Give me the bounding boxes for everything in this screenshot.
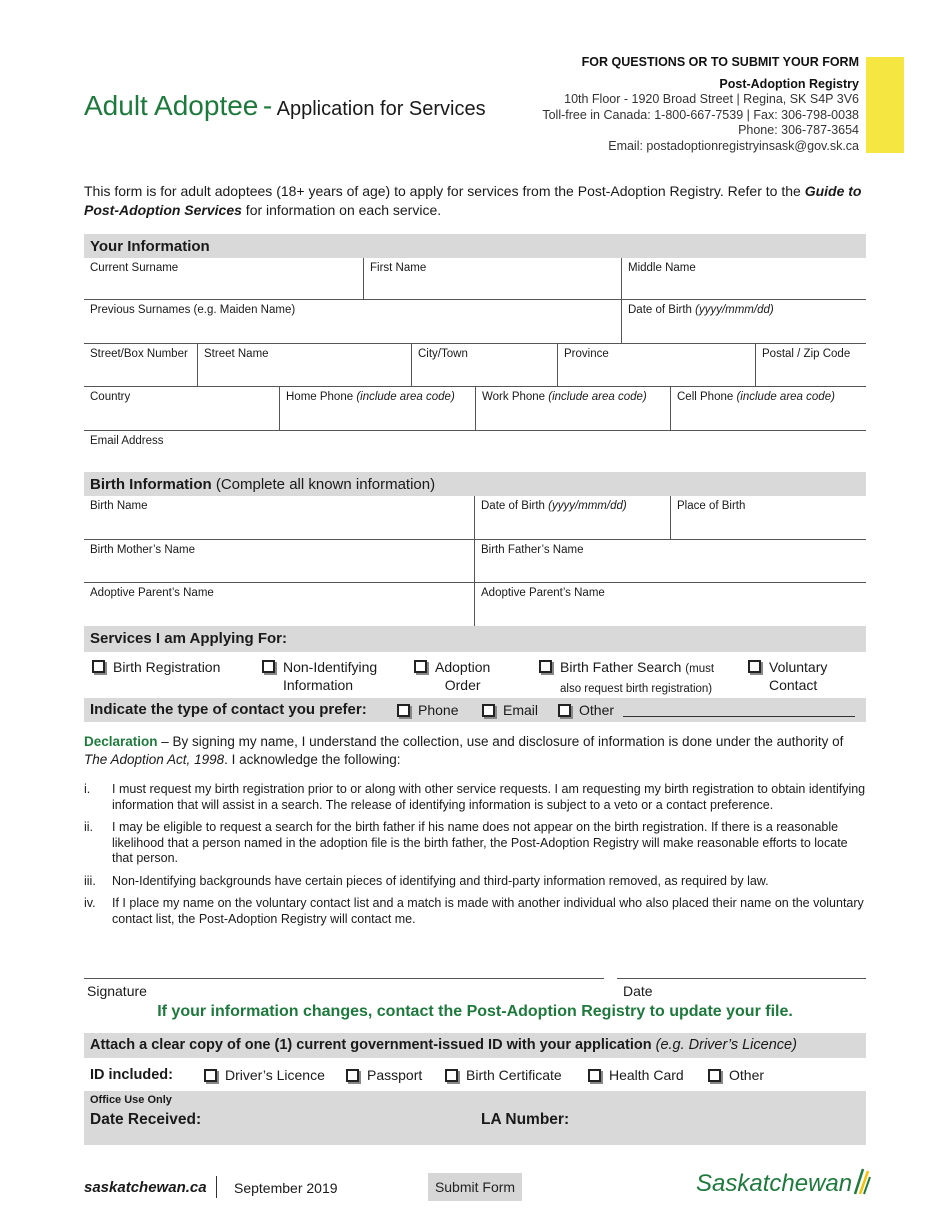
country-cell: [84, 387, 279, 430]
birth-name-input[interactable]: [90, 516, 468, 534]
dob-cell: [621, 300, 866, 343]
item-number: iii.: [84, 873, 96, 888]
id-drivers-licence-option[interactable]: [204, 1067, 325, 1083]
contact-phone: Phone: 306-787-3654: [738, 123, 859, 137]
adoptive-parent-2-cell: [474, 583, 866, 626]
place-of-birth-cell: [670, 496, 866, 539]
birth-information-note: (Complete all known information): [215, 476, 436, 493]
contact-phone-option[interactable]: [397, 702, 458, 718]
row-phones: [84, 387, 866, 431]
current-surname-input[interactable]: [90, 278, 357, 296]
dob-format: (yyyy/mmm/dd): [695, 304, 774, 316]
birth-dob-input[interactable]: [481, 516, 664, 534]
id-included-label: ID included:: [90, 1067, 173, 1083]
declaration-part-b: . I acknowledge the following:: [224, 752, 401, 767]
item-text: I may be eligible to request a search for the birth father if his name does not appear on the birth registration. If there is a reasonable likelihood that a person named in the adoption file is the birth father, the Post-Adoption Registry will make reasonable efforts to locate that person.: [112, 820, 848, 865]
signature-line[interactable]: [84, 978, 604, 979]
submit-form-button[interactable]: Submit Form: [428, 1173, 522, 1201]
contact-tollfree: Toll-free in Canada: 1-800-667-7539 | Fax: 306-798-0038: [542, 107, 859, 122]
contact-other-option[interactable]: [558, 702, 614, 718]
yellow-accent-bar: [866, 57, 904, 153]
id-birth-certificate-label: Birth Certificate: [466, 1067, 562, 1083]
country-label: Country: [90, 391, 131, 403]
middle-name-input[interactable]: [628, 278, 860, 296]
la-number-label: LA Number:: [481, 1111, 570, 1128]
birth-registration-checkbox[interactable]: [92, 660, 105, 673]
wheat-icon: [853, 1165, 871, 1195]
services-options: [84, 654, 866, 696]
birth-father-label: Birth Father’s Name: [481, 544, 584, 556]
first-name-input[interactable]: [370, 278, 615, 296]
title-main: Adult Adoptee: [84, 90, 259, 121]
title-sub: Application for Services: [276, 98, 486, 120]
date-received-label: Date Received:: [90, 1111, 202, 1128]
intro-part-b: for information on each service.: [241, 202, 442, 218]
contact-heading: FOR QUESTIONS OR TO SUBMIT YOUR FORM: [581, 55, 859, 69]
adoption-order-line-2: Order: [444, 677, 481, 693]
id-health-card-label: Health Card: [609, 1067, 684, 1083]
adoption-order-checkbox[interactable]: [414, 660, 427, 673]
voluntary-line-1: Voluntary: [769, 659, 828, 675]
city-label: City/Town: [418, 348, 468, 360]
row-email: [84, 431, 866, 461]
contact-phone-checkbox[interactable]: [397, 704, 410, 717]
birth-mother-label: Birth Mother’s Name: [90, 544, 196, 556]
middle-name-label: Middle Name: [628, 262, 696, 274]
declaration-item: [84, 874, 869, 890]
birth-dob-label: Date of Birth: [481, 500, 545, 512]
declaration-part-a: – By signing my name, I understand the collection, use and disclosure of information is done under the authority of: [157, 734, 844, 749]
adoptive-parent-2-input[interactable]: [481, 603, 860, 621]
street-name-input[interactable]: [204, 364, 405, 382]
contact-email-label: Email: [503, 702, 539, 718]
birth-father-search-text: Birth Father Search: [560, 659, 682, 675]
declaration-item: [84, 782, 869, 813]
item-text: Non-Identifying backgrounds have certain pieces of identifying and third-party information removed, as required by law.: [112, 873, 769, 888]
service-adoption-order[interactable]: [414, 658, 490, 694]
row-adoptive-parents: [84, 583, 866, 626]
id-other-checkbox[interactable]: [708, 1069, 721, 1082]
non-identifying-line-2: Information: [283, 677, 354, 693]
row-previous-surnames: [84, 300, 866, 344]
country-input[interactable]: [90, 407, 273, 425]
service-non-identifying[interactable]: [262, 658, 377, 694]
work-phone-label: Work Phone: [482, 391, 546, 403]
item-number: i.: [84, 782, 91, 796]
place-of-birth-input[interactable]: [677, 516, 860, 534]
office-use-heading: Office Use Only: [90, 1094, 172, 1106]
voluntary-contact-label: [769, 658, 827, 694]
email-input[interactable]: [90, 447, 860, 465]
contact-other-checkbox[interactable]: [558, 704, 571, 717]
adoptive-parent-1-cell: [84, 583, 474, 626]
item-number: iv.: [84, 896, 96, 910]
contact-other-label: Other: [579, 702, 615, 718]
cell-phone-note: (include area code): [736, 391, 835, 403]
adoptive-parent-1-label: Adoptive Parent’s Name: [90, 587, 214, 599]
contact-email-checkbox[interactable]: [482, 704, 495, 717]
birth-dob-format: (yyyy/mmm/dd): [548, 500, 627, 512]
declaration-item: [84, 820, 869, 867]
intro-guide-title: Guide to Post-Adoption Services: [84, 183, 862, 218]
declaration-text: [84, 733, 869, 769]
dob-input[interactable]: [628, 320, 860, 338]
home-phone-label: Home Phone: [286, 391, 354, 403]
service-voluntary-contact[interactable]: [748, 658, 827, 694]
contact-other-line[interactable]: [623, 716, 855, 717]
contact-phone-label: Phone: [418, 702, 459, 718]
birth-registration-label: Birth Registration: [113, 659, 221, 675]
birth-father-search-label: [560, 658, 714, 698]
place-of-birth-label: Place of Birth: [677, 500, 746, 512]
id-health-card-checkbox[interactable]: [588, 1069, 601, 1082]
service-birth-registration[interactable]: [92, 658, 220, 676]
province-cell: [557, 344, 755, 386]
street-name-label: Street Name: [204, 348, 269, 360]
id-included-row: [84, 1061, 866, 1089]
dob-label: Date of Birth: [628, 304, 692, 316]
birth-mother-input[interactable]: [90, 560, 468, 578]
footer-date: September 2019: [234, 1180, 338, 1196]
cell-phone-input[interactable]: [677, 407, 860, 425]
attach-id-bar: [84, 1033, 866, 1058]
attach-id-example: (e.g. Driver’s Licence): [655, 1037, 797, 1053]
saskatchewan-logo: [696, 1165, 871, 1198]
cell-phone-cell: [670, 387, 866, 430]
service-birth-father-search[interactable]: [539, 658, 714, 698]
birth-information-heading: [84, 472, 866, 496]
adoption-order-line-1: Adoption: [435, 659, 491, 675]
change-notice: If your information changes, contact the Post-Adoption Registry to update your file.: [157, 1003, 793, 1020]
id-passport-checkbox[interactable]: [346, 1069, 359, 1082]
email-cell: [84, 431, 866, 461]
home-phone-cell: [279, 387, 475, 430]
first-name-label: First Name: [370, 262, 427, 274]
id-other-label: Other: [729, 1067, 765, 1083]
id-birth-certificate-option[interactable]: [445, 1067, 562, 1083]
province-label: Province: [564, 348, 609, 360]
adoptive-parent-1-input[interactable]: [90, 603, 468, 621]
id-passport-label: Passport: [367, 1067, 423, 1083]
services-heading: [84, 626, 866, 652]
email-label: Email Address: [90, 435, 164, 447]
id-other-option[interactable]: [708, 1067, 764, 1083]
work-phone-input[interactable]: [482, 407, 664, 425]
non-identifying-checkbox[interactable]: [262, 660, 275, 673]
footer-separator: [216, 1176, 217, 1198]
birth-father-search-checkbox[interactable]: [539, 660, 552, 673]
adoptive-parent-2-label: Adoptive Parent’s Name: [481, 587, 605, 599]
contact-preference-label: Indicate the type of contact you prefer:: [90, 701, 367, 718]
city-input[interactable]: [418, 364, 551, 382]
declaration-item: [84, 896, 869, 927]
street-name-cell: [197, 344, 411, 386]
item-text: If I place my name on the voluntary contact list and a match is made with another individual who also placed their name on the voluntary contact list, the Post-Adoption Registry will contact me.: [112, 896, 864, 926]
current-surname-label: Current Surname: [90, 262, 179, 274]
office-use-box: [84, 1091, 866, 1145]
attach-id-text: Attach a clear copy of one (1) current government-issued ID with your application: [90, 1037, 652, 1053]
street-number-label: Street/Box Number: [90, 348, 188, 360]
id-health-card-option[interactable]: [588, 1067, 684, 1083]
contact-email: Email: postadoptionregistryinsask@gov.sk.ca: [608, 138, 859, 153]
row-names: [84, 258, 866, 300]
non-identifying-line-1: Non-Identifying: [283, 659, 378, 675]
row-birth-name: [84, 496, 866, 540]
birth-dob-cell: [474, 496, 670, 539]
intro-text: [84, 182, 869, 220]
adoption-order-label: [435, 658, 490, 694]
contact-address: 10th Floor - 1920 Broad Street | Regina, SK S4P 3V6: [564, 92, 859, 106]
voluntary-line-2: Contact: [769, 677, 818, 693]
birth-information-title: Birth Information: [90, 476, 212, 493]
non-identifying-label: [283, 658, 377, 694]
postal-cell: [755, 344, 866, 386]
current-surname-cell: [84, 258, 363, 299]
postal-input[interactable]: [762, 364, 860, 382]
street-number-input[interactable]: [90, 364, 191, 382]
item-number: ii.: [84, 820, 94, 834]
id-drivers-licence-checkbox[interactable]: [204, 1069, 217, 1082]
contact-block: [542, 55, 859, 154]
id-passport-option[interactable]: [346, 1067, 422, 1083]
your-information-heading: [84, 234, 866, 258]
contact-org: Post-Adoption Registry: [719, 76, 859, 91]
contact-email-option[interactable]: [482, 702, 538, 718]
row-address: [84, 344, 866, 387]
form-title: [84, 90, 486, 122]
intro-part-a: This form is for adult adoptees (18+ years of age) to apply for services from the Post-Adoption Registry. Refer to the: [84, 183, 805, 199]
services-title: Services I am Applying For:: [90, 630, 287, 647]
birth-mother-cell: [84, 540, 474, 582]
birth-father-cell: [474, 540, 866, 582]
home-phone-note: (include area code): [356, 391, 455, 403]
work-phone-note: (include area code): [548, 391, 647, 403]
date-line[interactable]: [617, 978, 866, 979]
previous-surnames-cell: [84, 300, 621, 343]
contact-preference-bar: [84, 698, 866, 722]
id-drivers-licence-label: Driver’s Licence: [225, 1067, 325, 1083]
birth-name-label: Birth Name: [90, 500, 148, 512]
previous-surnames-label: Previous Surnames (e.g. Maiden Name): [90, 304, 296, 316]
your-information-title: Your Information: [90, 238, 210, 255]
declaration-act: The Adoption Act, 1998: [84, 752, 225, 767]
street-number-cell: [84, 344, 197, 386]
birth-father-input[interactable]: [481, 560, 860, 578]
id-birth-certificate-checkbox[interactable]: [445, 1069, 458, 1082]
birth-name-cell: [84, 496, 474, 539]
voluntary-contact-checkbox[interactable]: [748, 660, 761, 673]
birth-father-note-1: (must: [685, 663, 715, 675]
province-input[interactable]: [564, 364, 749, 382]
birth-father-note-2: also request birth registration): [560, 683, 713, 695]
first-name-cell: [363, 258, 621, 299]
city-cell: [411, 344, 557, 386]
logo-text: Saskatchewan: [696, 1170, 853, 1197]
declaration-label: Declaration: [84, 734, 158, 749]
previous-surnames-input[interactable]: [90, 320, 615, 338]
work-phone-cell: [475, 387, 670, 430]
signature-label: Signature: [87, 983, 147, 999]
row-birth-parents: [84, 540, 866, 583]
cell-phone-label: Cell Phone: [677, 391, 734, 403]
item-text: I must request my birth registration prior to or along with other service requests. I am requesting my birth registration to obtain identifying information that will assist in a search. The release of identifying information is subject to a veto or a contact preference.: [112, 782, 866, 812]
date-label: Date: [623, 983, 653, 999]
footer-site: saskatchewan.ca: [84, 1179, 207, 1196]
home-phone-input[interactable]: [286, 407, 469, 425]
declaration-items: [84, 782, 869, 934]
middle-name-cell: [621, 258, 866, 299]
title-dash: -: [262, 90, 273, 121]
postal-label: Postal / Zip Code: [762, 348, 851, 360]
